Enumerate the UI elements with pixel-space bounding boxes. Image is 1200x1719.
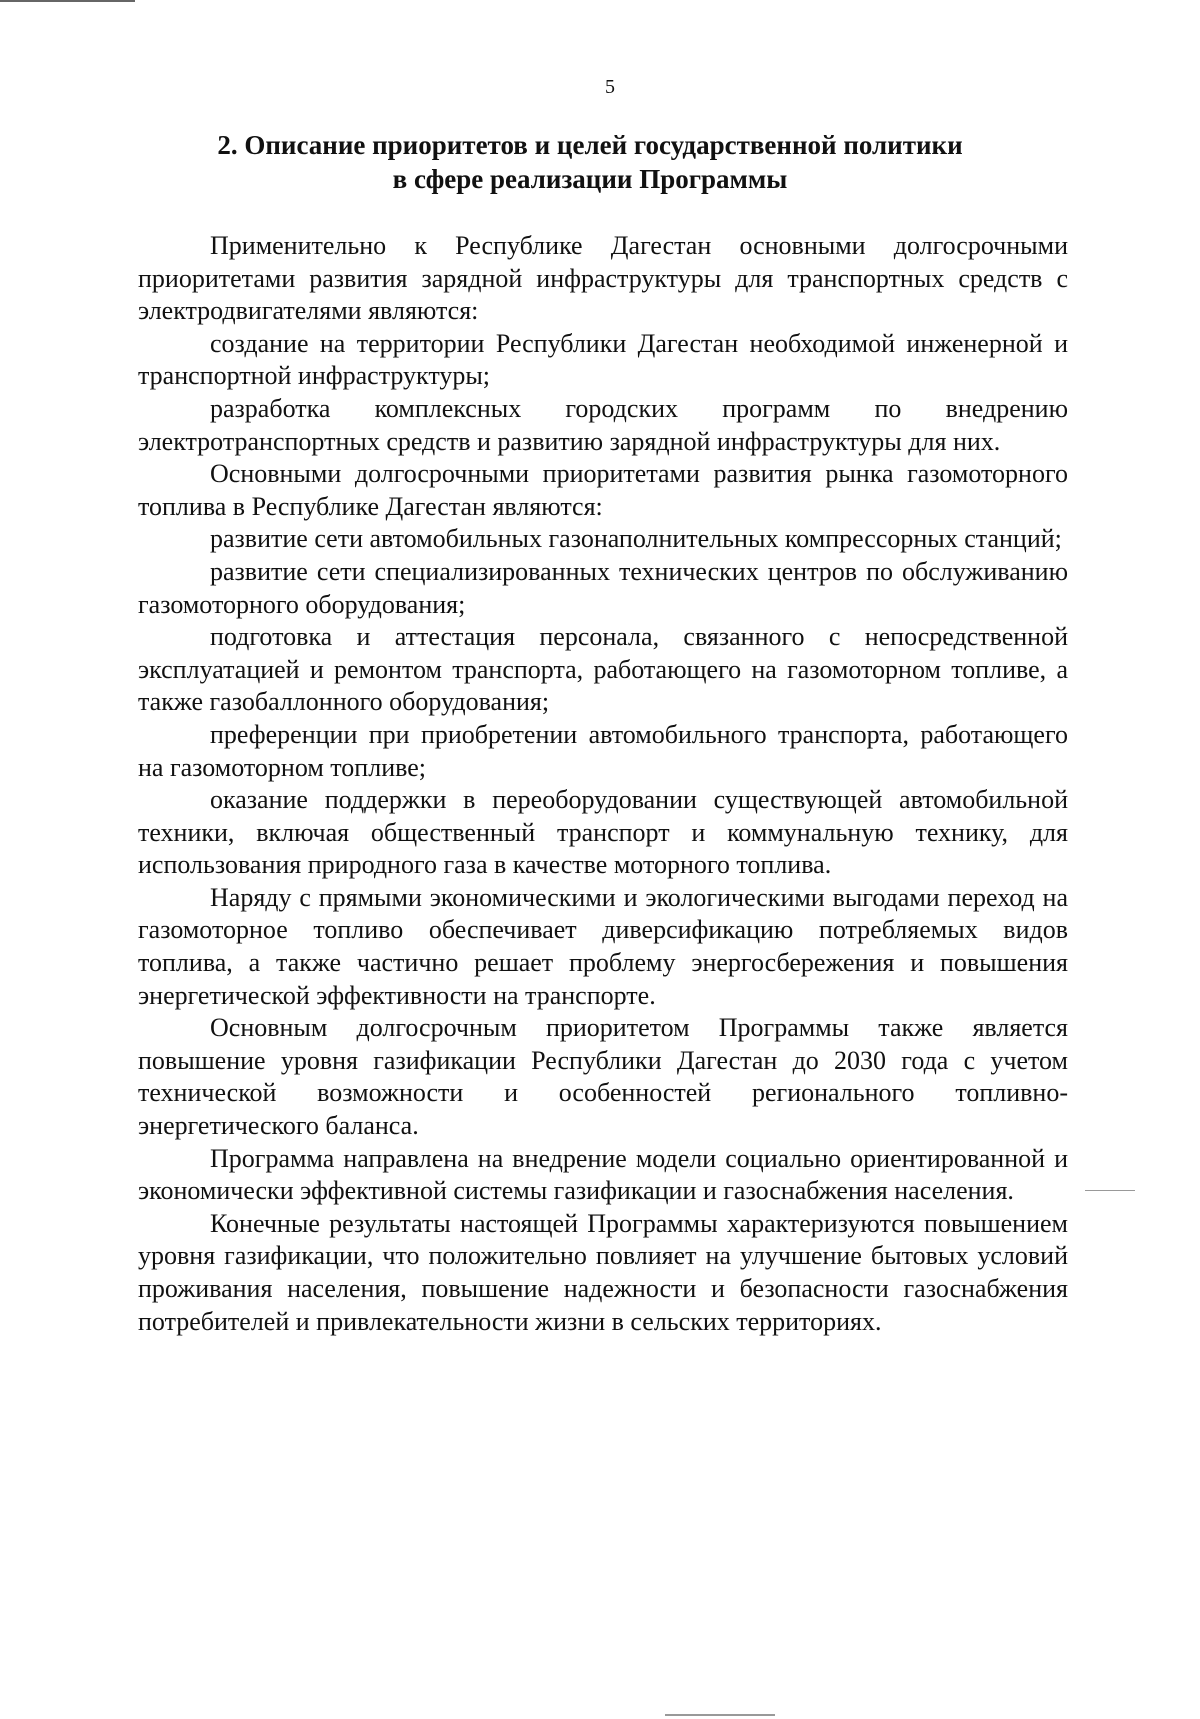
paragraph: преференции при приобретении автомобильного транспорта, работающего на газомоторном топливе;: [138, 719, 1068, 782]
heading-line-1: 2. Описание приоритетов и целей государственной политики: [217, 130, 963, 160]
paragraph: развитие сети автомобильных газонаполнительных компрессорных станций;: [210, 524, 1062, 554]
paragraph: создание на территории Республики Дагестан необходимой инженерной и транспортной инфраструктуры;: [138, 328, 1068, 391]
paragraph: Основным долгосрочным приоритетом Программы также является повышение уровня газификации Республики Дагестан до 2030 года с учетом технической возможности и особенностей регионального топливно-энергетического баланса.: [138, 1013, 1068, 1141]
paragraph: Программа направлена на внедрение модели социально ориентированной и экономически эффективной системы газификации и газоснабжения населения.: [138, 1143, 1068, 1206]
paragraph: Конечные результаты настоящей Программы характеризуются повышением уровня газификации, что положительно повлияет на улучшение бытовых условий проживания населения, повышение надежности и безопасности газоснабжения потребителей и привлекательности жизни в сельских территориях.: [138, 1208, 1068, 1336]
paragraph: разработка комплексных городских программ по внедрению электротранспортных средств и развитию зарядной инфраструктуры для них.: [138, 393, 1068, 456]
scan-line-top-left: [0, 0, 135, 2]
body-text: [138, 230, 1068, 1338]
paragraph: Основными долгосрочными приоритетами развития рынка газомоторного топлива в Республике Дагестан являются:: [138, 459, 1068, 521]
paragraph: Наряду с прямыми экономическими и экологическими выгодами переход на газомоторное топливо обеспечивает диверсификацию потребляемых видов топлива, а также частично решает проблему энергосбережения и повышения энергетической эффективности на транспорте.: [138, 882, 1068, 1010]
section-heading: [150, 128, 1030, 196]
page-number: 5: [605, 76, 615, 98]
paragraph: подготовка и аттестация персонала, связанного с непосредственной эксплуатацией и ремонтом транспорта, работающего на газомоторном топливе, а также газобаллонного оборудования;: [138, 622, 1068, 717]
scan-line-right-dash: [1085, 1190, 1135, 1191]
paragraph: оказание поддержки в переоборудовании существующей автомобильной техники, включая общественный транспорт и коммунальную технику, для использования природного газа в качестве моторного топлива.: [138, 785, 1068, 880]
heading-line-2: в сфере реализации Программы: [392, 164, 788, 194]
paragraph: Применительно к Республике Дагестан основными долгосрочными приоритетами развития зарядной инфраструктуры для транспортных средств с электродвигателями являются:: [138, 231, 1068, 326]
paragraph: развитие сети специализированных технических центров по обслуживанию газомоторного оборудования;: [138, 556, 1068, 619]
scan-line-bottom: [665, 1714, 775, 1716]
